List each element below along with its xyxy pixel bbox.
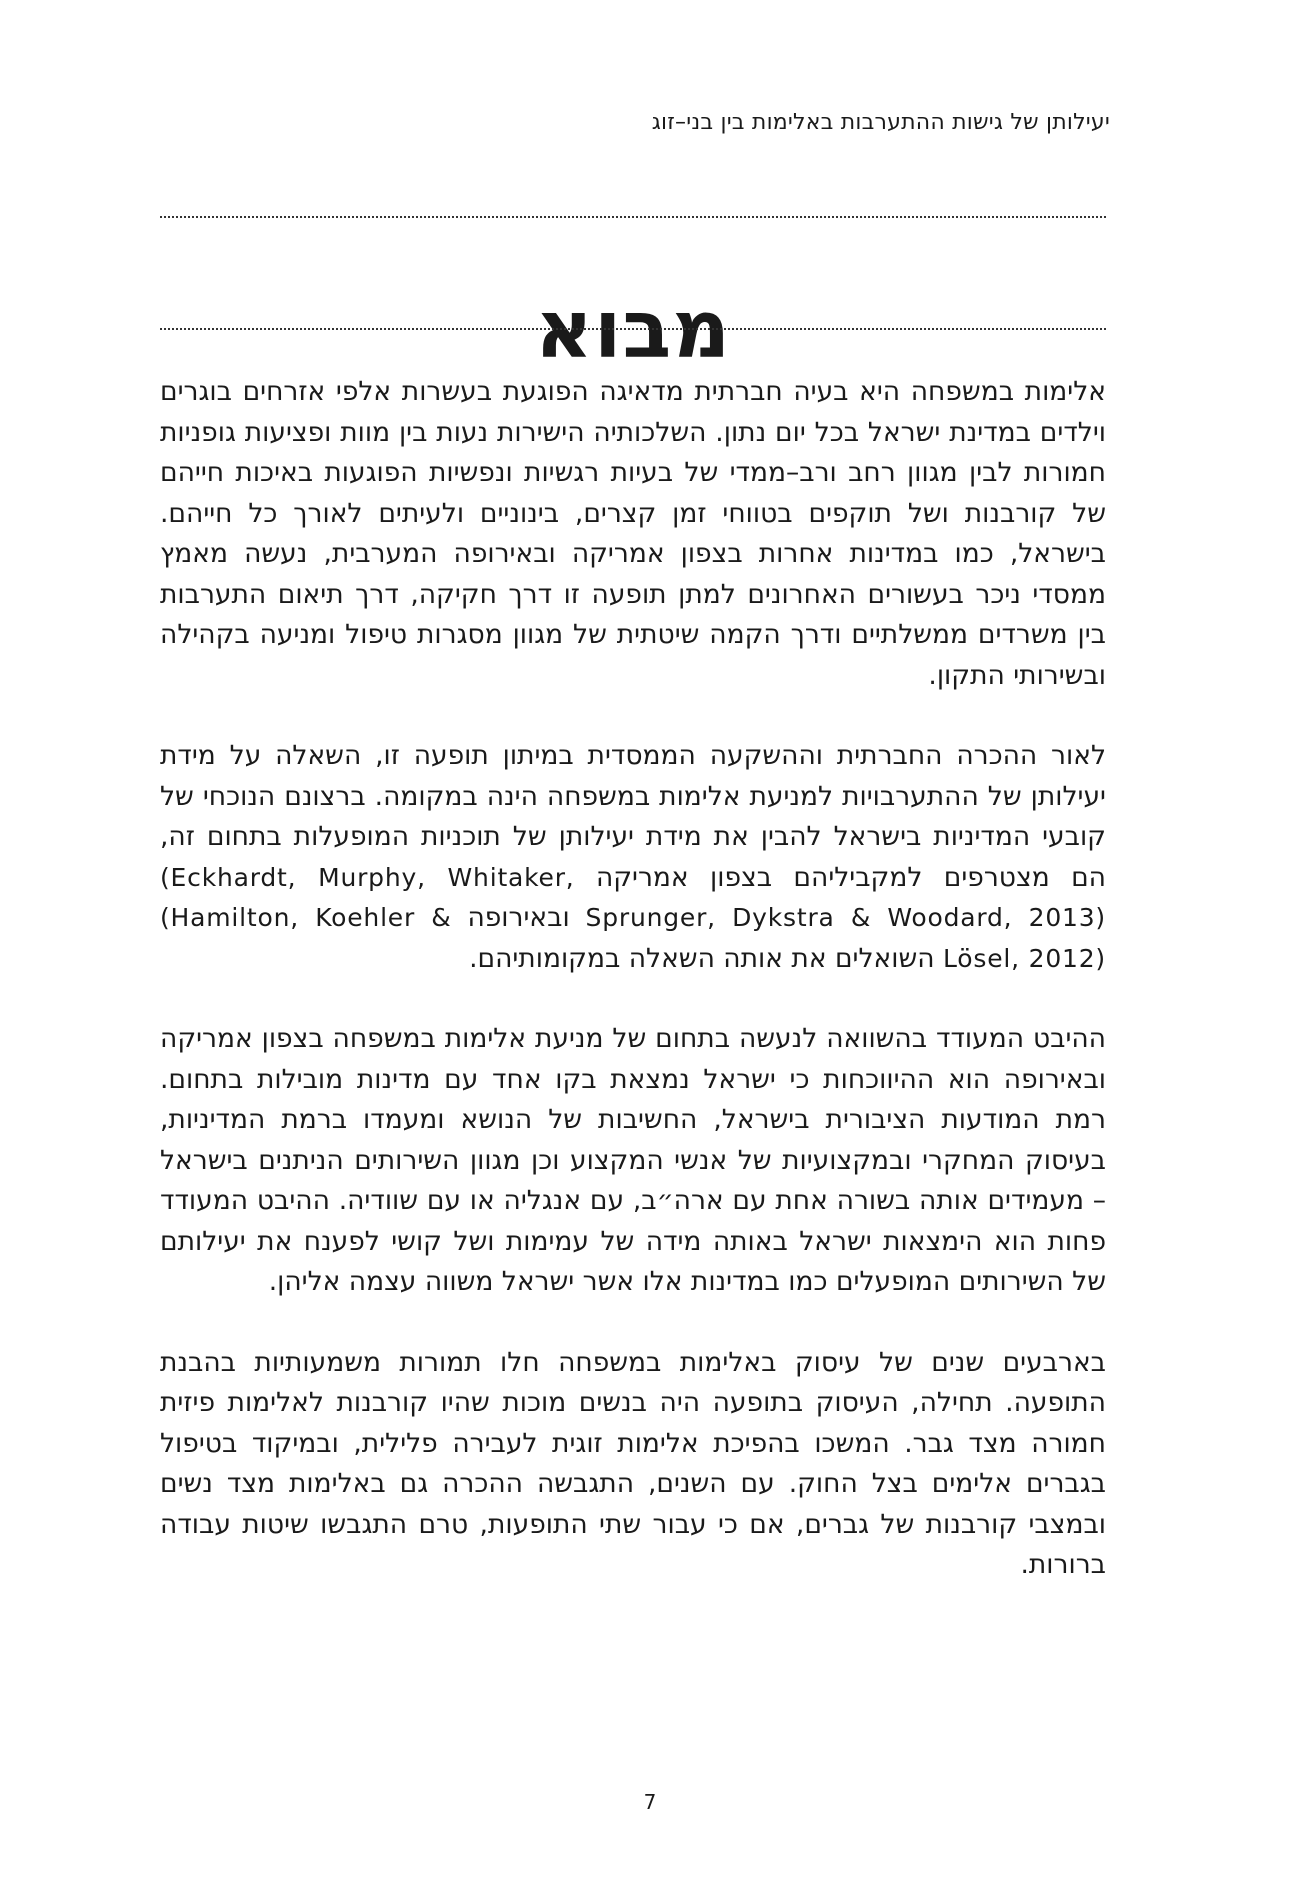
paragraph-2-text-before: לאור ההכרה החברתית וההשקעה הממסדית במיתון תופעה זו, השאלה על מידת יעילותן של ההתערבויות למניעת אלימות במשפחה הינה במקומה. ברצונם הנוכחי של קובעי המדיניות בישראל להבין את מידת יעילותן של תוכניות המופעלות בתחום זה, הם מצטרפים למקביליהם בצפון אמריקה <box>160 740 1106 893</box>
chapter-title: מבוא <box>534 282 732 376</box>
bottom-dotted-rule <box>160 328 1106 330</box>
running-header: יעילותן של גישות ההתערבות באלימות בין בני–זוג <box>651 110 1110 135</box>
page-number: 7 <box>643 1790 657 1814</box>
paragraph-1: אלימות במשפחה היא בעיה חברתית מדאיגה הפוגעת בעשרות אלפי אזרחים בוגרים וילדים במדינת ישראל בכל יום נתון. השלכותיה הישירות נעות בין מוות ופציעות גופניות חמורות לבין מגוון רחב ורב–ממדי של בעיות רגשיות ונפשיות הפוגעות באיכות חייהם של קורבנות ושל תוקפים בטווחי זמן קצרים, בינוניים ולעיתים לאורך כל חייהם. בישראל, כמו במדינות אחרות בצפון אמריקה ובאירופה המערבית, נעשה מאמץ ממסדי ניכר בעשורים האחרונים למתן תופעה זו דרך חקיקה, דרך תיאום התערבות בין משרדים ממשלתיים ודרך הקמה שיטתית של מגוון מסגרות טיפול ומניעה בקהילה ובשירותי התקון. <box>160 376 1106 691</box>
citation-hamilton: (Hamilton, Koehler & Lösel, 2012) <box>160 903 1106 973</box>
paragraph-2-text-after: השואלים את אותה השאלה במקומותיהם. <box>469 942 935 974</box>
citation-eckhardt: (Eckhardt, Murphy, Whitaker, Sprunger, Dykstra & Woodard, 2013) <box>160 862 1106 932</box>
body-text <box>160 372 1106 1586</box>
paragraph-4: בארבעים שנים של עיסוק באלימות במשפחה חלו תמורות משמעותיות בהבנת התופעה. תחילה, העיסוק בתופעה היה בנשים מוכות שהיו קורבנות לאלימות פיזית חמורה מצד גבר. המשכו בהפיכת אלימות זוגית לעבירה פלילית, ובמיקוד בטיפול בגברים אלימים בצל החוק. עם השנים, התגבשה ההכרה גם באלימות מצד נשים ובמצבי קורבנות של גברים, אם כי עבור שתי התופעות, טרם התגבשו שיטות עבודה ברורות. <box>160 1346 1106 1580</box>
paragraph-2 <box>160 736 1106 979</box>
paragraph-2-text-middle: ובאירופה <box>467 902 570 933</box>
top-dotted-rule <box>160 216 1106 218</box>
paragraph-3: ההיבט המעודד בהשוואה לנעשה בתחום של מניעת אלימות במשפחה בצפון אמריקה ובאירופה הוא ההיווכחות כי ישראל נמצאת בקו אחד עם מדינות מובילות בתחום. רמת המודעות הציבורית בישראל, החשיבות של הנושא ומעמדו ברמת המדיניות, בעיסוק המחקרי ובמקצועיות של אנשי המקצוע וכן מגוון השירותים הניתנים בישראל – מעמידים אותה בשורה אחת עם ארה״ב, עם אנגליה או עם שוודיה. ההיבט המעודד פחות הוא הימצאות ישראל באותה מידה של עמימות ושל קושי לפענח את יעילותם של השירותים המופעלים כמו במדינות אלו אשר ישראל משווה עצמה אליהן. <box>160 1023 1106 1297</box>
